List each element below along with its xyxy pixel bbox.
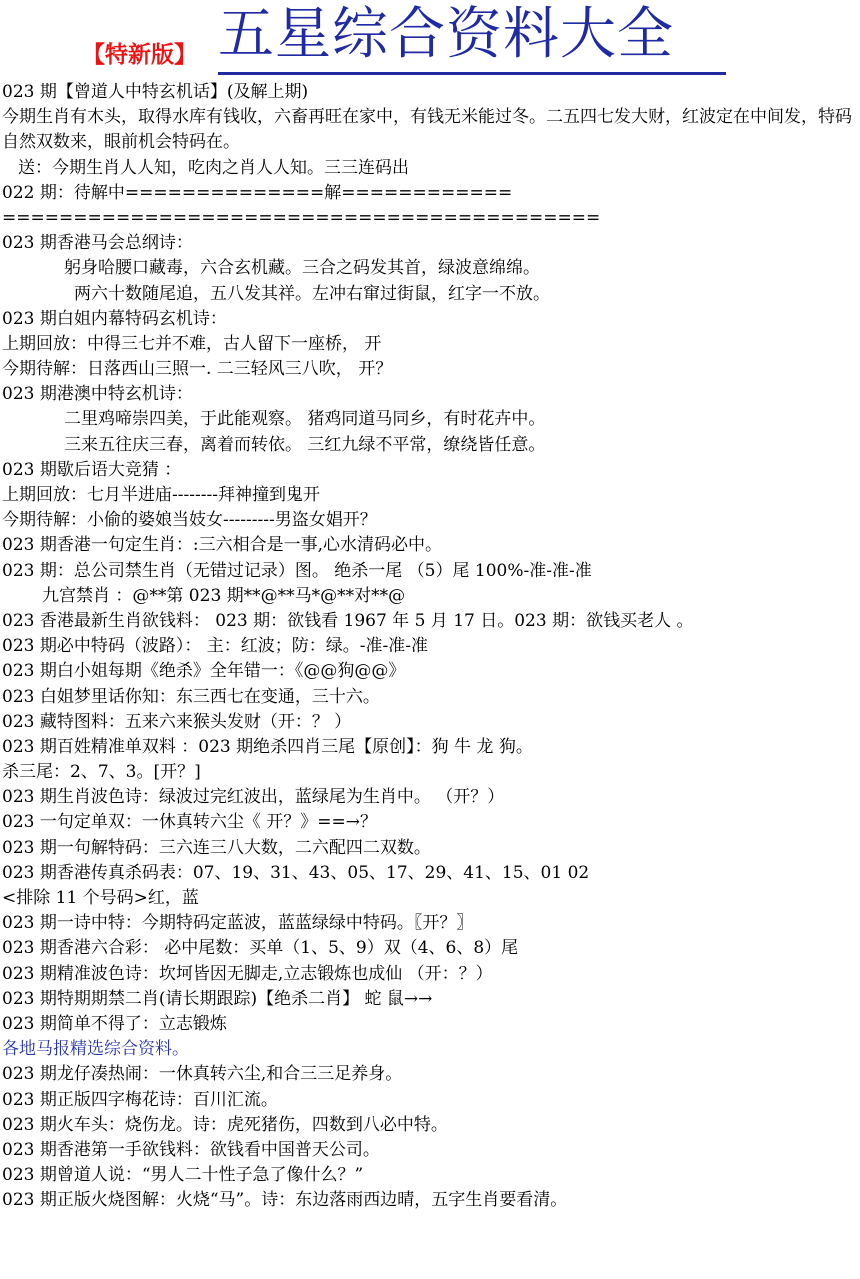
text-line: 今期待解：日落西山三照一. 二三轻风三八吹， 开？ [2,359,393,380]
text-line: 上期回放：七月半进庙--------拜神撞到鬼开 [2,485,320,506]
text-line: 023 期白姐内幕特码玄机诗： [2,308,227,329]
text-line: 023 期香港传真杀码表：07、19、31、43、05、17、29、41、15、01 02 [2,862,590,883]
text-line: 023 期必中特码（波路）： 主：红波；防：绿。-准-准-准 [2,636,428,657]
text-line: 023 期香港一句定生肖：:三六相合是一事,心水清码必中。 [2,535,442,556]
text-line: 023 期港澳中特玄机诗： [2,384,193,405]
divider-line: ========================================== [2,207,601,228]
text-line: 今期待解：小偷的婆娘当妓女---------男盗女娼开？ [2,510,377,531]
text-line: 九宫禁肖 ：@**第 023 期**@**马*@**对**@ [42,585,406,606]
text-line: 023 期白小姐每期《绝杀》全年错一：《@@狗@@》 [2,661,406,682]
page-header [0,0,860,80]
text-line: 023 期生肖波色诗：绿波过完红波出，蓝绿尾为生肖中。 （开？） [2,787,505,808]
text-line: 上期回放：中得三七并不难，古人留下一座桥， 开 [2,333,382,354]
text-line: 023 期简单不得了：立志锻炼 [2,1013,227,1034]
text-line: 023 期龙仔凑热闹：一休真转六尘,和合三三足养身。 [2,1064,403,1085]
text-line: 023 期精准波色诗：坎坷皆因无脚走,立志锻炼也成仙 （开：？） [2,963,493,984]
text-line: 023 期香港六合彩： 必中尾数：买单（1、5、9）双（4、6、8）尾 [2,938,519,959]
poem-line: 躬身哈腰口藏毒，六合玄机藏。三合之码发其首，绿波意绵绵。 [64,258,540,279]
poem-line: 两六十数随尾追，五八发其祥。左冲右窜过街鼠，红字一不放。 [74,283,550,304]
text-line: 023 期香港马会总纲诗： [2,233,193,254]
text-line: 023 期一诗中特：今期特码定蓝波，蓝蓝绿绿中特码。〖开？〗 [2,913,474,934]
title-underline [218,72,726,75]
text-line: 023 一句定单双：一休真转六尘《 开？》==→？ [2,812,377,833]
text-line: 023 期【曾道人中特玄机话】(及解上期) [2,82,309,102]
text-line: 023 白姐梦里话你知：东三西七在变通，三十六。 [2,686,380,707]
text-line: 送：今期生肖人人知，吃肉之肖人人知。三三连码出 [18,157,409,178]
text-line: 022 期：待解中==============解============ [2,182,513,203]
section-heading: 各地马报精选综合资料。 [2,1039,189,1060]
text-line: <排除 11 个号码>红，蓝 [2,888,199,909]
poem-line: 二里鸡啼崇四美，于此能观察。 猪鸡同道马同乡，有时花卉中。 [64,409,546,430]
poem-line: 三来五往庆三春，离着而转依。 三红九绿不平常，缭绕皆任意。 [64,434,546,455]
text-line: 023 期特期期禁二肖(请长期跟踪)【绝杀二肖】 蛇 鼠→→ [2,988,433,1009]
text-line: 023 期曾道人说：“男人二十性子急了像什么？” [2,1165,364,1186]
text-line: 023 期歇后语大竞猜 ： [2,459,182,480]
text-line: 023 期：总公司禁生肖（无错过记录）图。 绝杀一尾 （5）尾 100%-准-准-准 [2,560,592,581]
edition-badge: 【特新版】 [82,42,197,68]
page-title: 五星综合资料大全 [218,2,674,67]
text-line: 023 期正版四字梅花诗：百川汇流。 [2,1089,278,1110]
text-line: 023 香港最新生肖欲钱料： 023 期：欲钱看 1967 年 5 月 17 日。023 期：欲钱买老人 。 [2,610,694,631]
text-line: 023 期正版火烧图解：火烧“马”。诗：东边落雨西边晴，五字生肖要看清。 [2,1190,568,1211]
document-body [2,80,858,1213]
text-line: 今期生肖有木头，取得水库有钱收，六畜再旺在家中，有钱无米能过冬。二五四七发大财，红波定在中间发，特码自然双数来，眼前机会特码在。 [2,107,852,153]
text-line: 023 期香港第一手欲钱料：欲钱看中国普天公司。 [2,1139,380,1160]
text-line: 023 期火车头：烧伤龙。诗：虎死猪伤，四数到八必中特。 [2,1114,448,1135]
text-line: 023 藏特图料：五来六来猴头发财（开：？ ） [2,711,352,732]
text-line: 023 期一句解特码：三六连三八大数，二六配四二双数。 [2,837,431,858]
text-line: 023 期百姓精准单双料 ：023 期绝杀四肖三尾【原创】：狗 牛 龙 狗。 [2,736,533,757]
text-line: 杀三尾：2、7、3。[开？] [2,762,201,783]
